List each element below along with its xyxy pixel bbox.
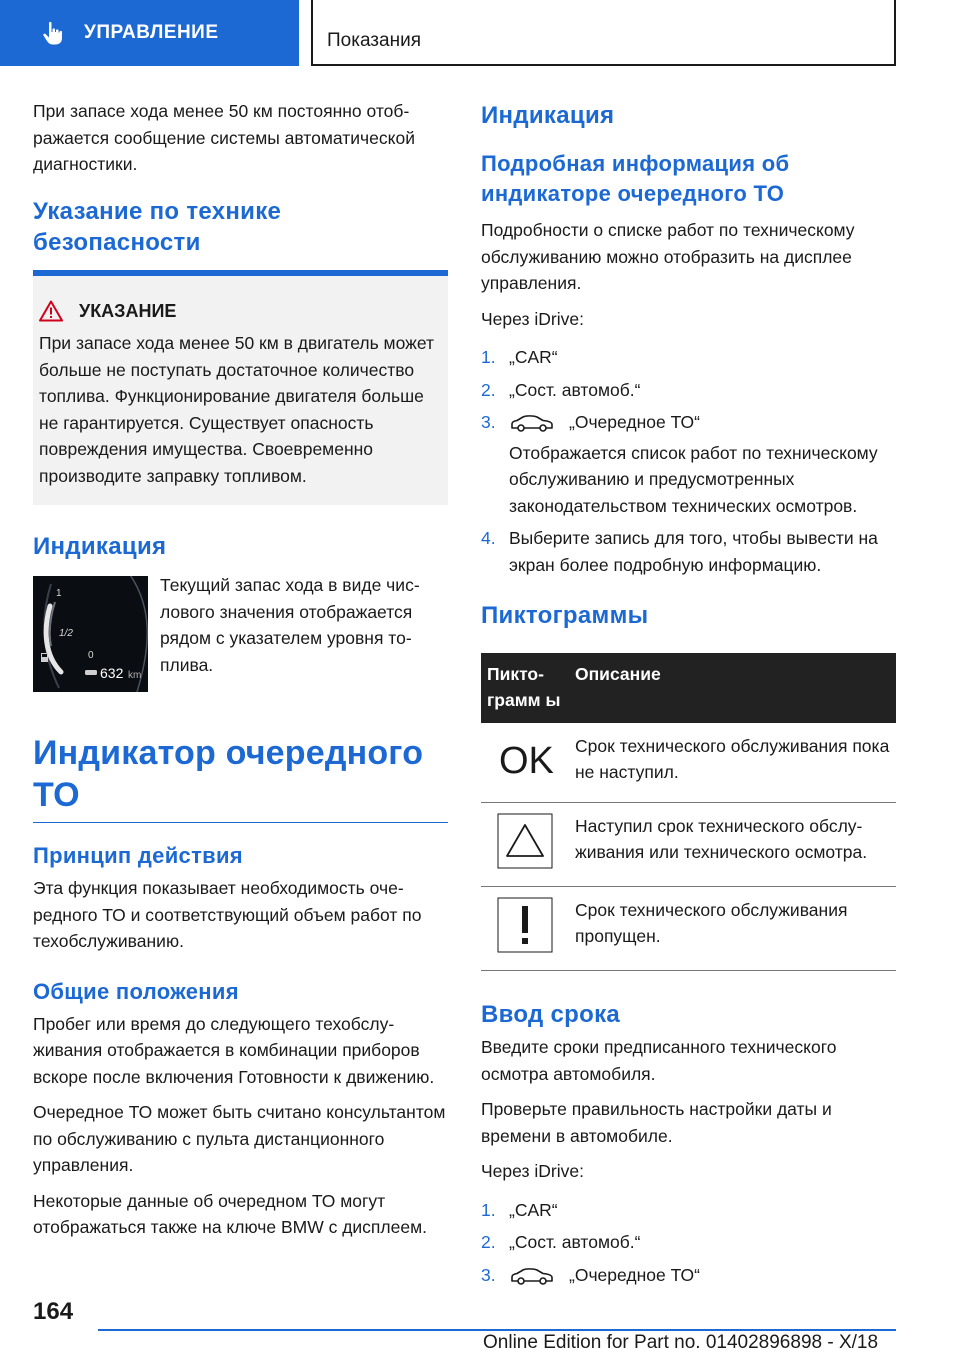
table-cell-description: Наступил срок технического обслуживания или технического осмотра.	[569, 803, 896, 887]
date-text-1: Введите сроки предписанного технического осмотра автомобиля.	[481, 1037, 837, 1084]
section-label: УПРАВЛЕНИЕ	[84, 22, 219, 43]
header-divider-left	[311, 0, 313, 66]
table-header-row	[481, 653, 896, 723]
range-unit: km	[128, 670, 142, 681]
general-text-2: Очередное ТО может быть считано консультантом по обслуживанию с пульта дистанционного управления.	[33, 1102, 446, 1175]
date-text-2: Проверьте правильность настройки даты и времени в автомобиле.	[481, 1099, 832, 1146]
table-cell-icon	[481, 723, 569, 803]
header-divider-right	[894, 0, 896, 66]
general-text-1: Пробег или время до следующего техобслуживания отображается в комбинации приборов вскоре после включения Готовности к движению.	[33, 1013, 435, 1087]
step-number: 2.	[481, 379, 496, 400]
fuel-pump-icon	[41, 653, 48, 662]
step-number: 4.	[481, 528, 496, 548]
gauge-mark-0: 0	[88, 650, 94, 661]
list-item	[481, 344, 896, 371]
principle-heading: Принцип действия	[33, 843, 243, 868]
table-row	[481, 887, 896, 971]
warning-title-row	[39, 298, 436, 325]
step-list-1	[481, 344, 896, 578]
table-cell-icon	[481, 887, 569, 971]
footer-divider	[98, 1329, 896, 1331]
table-cell-description: Срок технического обслуживания пока не наступил.	[569, 723, 896, 803]
range-car-icon	[85, 670, 97, 675]
right-column	[481, 100, 896, 1294]
step-text: „Очередное ТО“	[569, 412, 700, 432]
list-item	[481, 409, 896, 519]
general-heading: Общие положения	[33, 978, 239, 1004]
chapter-title: Показания	[327, 30, 421, 51]
step-text: „Сост. автомоб.“	[509, 1232, 641, 1252]
fuel-gauge-image	[33, 576, 148, 692]
col-header-description: Описание	[569, 653, 896, 723]
warning-title: УКАЗАНИЕ	[79, 300, 177, 321]
exclamation-icon	[497, 897, 553, 953]
list-item	[481, 377, 896, 404]
step-number: 1.	[481, 1199, 496, 1220]
step-text: „CAR“	[509, 347, 558, 367]
safety-heading: Указание по технике безопасности	[33, 197, 282, 256]
header-divider-bottom	[311, 64, 896, 66]
step-list-2	[481, 1197, 896, 1289]
display-text: Текущий запас хода в виде числового значения отображается рядом с указателем уровня топлива.	[160, 575, 420, 675]
table-row	[481, 723, 896, 803]
warning-text: При запасе хода менее 50 км в двигатель может больше не поступать достаточное количество топлива. Функционирование двигателя больше не гарантируется. Существует опасность повреждения имущества. Своевременно производите заправку топливом.	[39, 333, 434, 486]
list-item	[481, 1197, 896, 1224]
range-value: 632	[100, 665, 124, 681]
list-item	[481, 1229, 896, 1256]
pictogram-table	[481, 653, 896, 971]
via-idrive-2: Через iDrive:	[481, 1161, 584, 1181]
gauge-mark-half: 1/2	[59, 628, 73, 639]
left-column	[33, 98, 448, 1250]
step-number: 3.	[481, 412, 496, 432]
display-row	[33, 572, 448, 692]
intro-text: При запасе хода менее 50 км постоянно отображается сообщение системы автоматической диагностики.	[33, 101, 415, 174]
step-text: „Сост. автомоб.“	[509, 379, 641, 400]
detail-heading: Подробная информация об индикаторе очередного ТО	[481, 151, 790, 206]
page-number: 164	[33, 1298, 74, 1325]
section-tab	[0, 0, 299, 66]
gauge-mark-1: 1	[56, 588, 62, 599]
display-heading-right: Индикация	[481, 102, 615, 129]
step-number: 3.	[481, 1264, 496, 1285]
warning-box	[33, 270, 448, 506]
warning-triangle-icon	[39, 300, 63, 322]
hand-pointer-icon	[40, 20, 66, 46]
list-item	[481, 1262, 896, 1289]
table-cell-description: Срок технического обслуживания пропущен.	[569, 887, 896, 971]
step-text: „Очередное ТО“	[569, 1264, 700, 1285]
step-subtext: Отображается список работ по техническому обслуживанию и предусмотренных законодательством технических осмотров.	[509, 442, 878, 516]
step-number: 2.	[481, 1232, 496, 1252]
table-cell-icon	[481, 803, 569, 887]
car-service-icon	[509, 413, 555, 433]
col-header-pictogram: Пиктограмм ы	[481, 653, 569, 723]
date-heading: Ввод срока	[481, 1001, 621, 1028]
step-text: Выберите запись для того, чтобы вывести на экран более подробную информацию.	[509, 528, 878, 575]
general-text-3: Некоторые данные об очередном ТО могут отображаться также на ключе BMW с дисплеем.	[33, 1190, 427, 1237]
list-item	[481, 525, 896, 578]
triangle-warning-icon	[497, 813, 553, 869]
step-number: 1.	[481, 347, 496, 367]
via-idrive-1: Через iDrive:	[481, 308, 584, 329]
principle-text: Эта функция показывает необходимость очередного ТО и соответствующий объем работ по техобслуживанию.	[33, 878, 422, 951]
step-text: „CAR“	[509, 1199, 558, 1220]
car-service-icon	[509, 1266, 555, 1286]
detail-text: Подробности о списке работ по техническому обслуживанию можно отобразить на дисплее управления.	[481, 220, 855, 293]
display-heading-left: Индикация	[33, 533, 167, 560]
edition-note: Online Edition for Part no. 01402896898 - X/18	[483, 1332, 879, 1353]
pictogram-heading: Пиктограммы	[481, 602, 649, 629]
table-row	[481, 803, 896, 887]
ok-icon	[495, 733, 555, 785]
ok-icon-text: OK	[499, 740, 554, 782]
service-indicator-heading: Индикатор очередного ТО	[33, 732, 448, 823]
